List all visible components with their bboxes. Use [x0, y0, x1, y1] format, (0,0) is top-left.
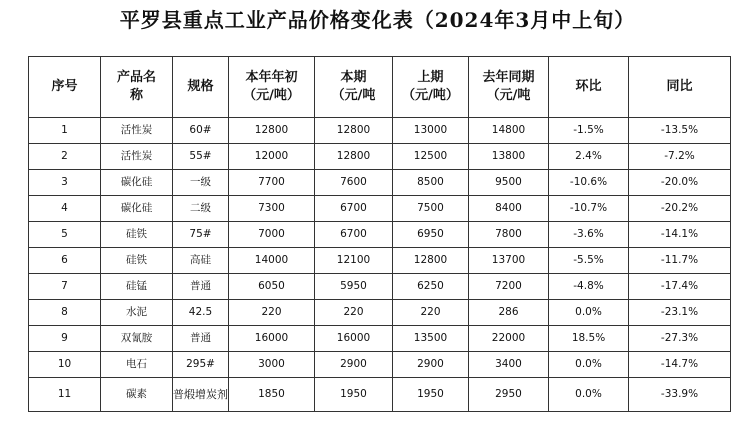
cell-month-over-month: -10.7%	[549, 196, 629, 222]
cell-product-name: 活性炭	[101, 144, 173, 170]
cell-product-name: 碳化硅	[101, 170, 173, 196]
cell-year-over-year: -20.0%	[629, 170, 731, 196]
cell-previous-period: 220	[393, 300, 469, 326]
cell-spec	[173, 378, 229, 412]
cell-previous-period: 7500	[393, 196, 469, 222]
table-row	[29, 378, 731, 412]
cell-month-over-month: -5.5%	[549, 248, 629, 274]
cell-spec: 普通	[173, 326, 229, 352]
header-line: 本年年初	[245, 70, 298, 85]
cell-previous-period: 12800	[393, 248, 469, 274]
cell-month-over-month: -10.6%	[549, 170, 629, 196]
table-row	[29, 144, 731, 170]
cell-previous-period: 13500	[393, 326, 469, 352]
cell-current-period: 2900	[315, 352, 393, 378]
cell-start-of-year: 1850	[229, 378, 315, 412]
cell-spec: 60#	[173, 118, 229, 144]
cell-previous-period: 13000	[393, 118, 469, 144]
cell-year-over-year: -7.2%	[629, 144, 731, 170]
cell-start-of-year: 12000	[229, 144, 315, 170]
header-same-period-last-year	[469, 57, 549, 118]
cell-same-period-last-year: 13700	[469, 248, 549, 274]
cell-start-of-year: 220	[229, 300, 315, 326]
cell-index: 8	[29, 300, 101, 326]
cell-product-name: 硅铁	[101, 248, 173, 274]
cell-same-period-last-year: 7800	[469, 222, 549, 248]
table-row	[29, 196, 731, 222]
header-line: 上期	[417, 70, 444, 85]
cell-spec: 高硅	[173, 248, 229, 274]
header-start-of-year	[229, 57, 315, 118]
header-previous-period	[393, 57, 469, 118]
header-line: （元/吨）	[243, 88, 300, 103]
cell-product-name: 碳化硅	[101, 196, 173, 222]
cell-start-of-year: 7300	[229, 196, 315, 222]
table-body	[29, 118, 731, 412]
table-row	[29, 170, 731, 196]
header-line: （元/吨	[331, 88, 376, 103]
cell-month-over-month: 18.5%	[549, 326, 629, 352]
cell-current-period: 12800	[315, 144, 393, 170]
cell-spec: 一级	[173, 170, 229, 196]
cell-start-of-year: 3000	[229, 352, 315, 378]
price-table	[28, 56, 731, 412]
cell-current-period: 5950	[315, 274, 393, 300]
header-month-over-month	[549, 57, 629, 118]
cell-same-period-last-year: 9500	[469, 170, 549, 196]
cell-previous-period: 6250	[393, 274, 469, 300]
cell-start-of-year: 12800	[229, 118, 315, 144]
cell-previous-period: 1950	[393, 378, 469, 412]
table-row	[29, 248, 731, 274]
cell-current-period: 12100	[315, 248, 393, 274]
cell-start-of-year: 14000	[229, 248, 315, 274]
cell-product-name: 电石	[101, 352, 173, 378]
cell-product-name: 水泥	[101, 300, 173, 326]
cell-start-of-year: 7000	[229, 222, 315, 248]
cell-year-over-year: -11.7%	[629, 248, 731, 274]
cell-index: 6	[29, 248, 101, 274]
cell-index: 3	[29, 170, 101, 196]
cell-spec: 42.5	[173, 300, 229, 326]
cell-index: 11	[29, 378, 101, 412]
cell-same-period-last-year: 22000	[469, 326, 549, 352]
header-line: 称	[129, 88, 143, 103]
table-row	[29, 222, 731, 248]
cell-year-over-year: -14.1%	[629, 222, 731, 248]
cell-current-period: 6700	[315, 196, 393, 222]
cell-index: 1	[29, 118, 101, 144]
cell-spec: 二级	[173, 196, 229, 222]
cell-spec: 普通	[173, 274, 229, 300]
cell-month-over-month: 2.4%	[549, 144, 629, 170]
cell-index: 9	[29, 326, 101, 352]
cell-previous-period: 8500	[393, 170, 469, 196]
cell-year-over-year: -13.5%	[629, 118, 731, 144]
cell-month-over-month: -4.8%	[549, 274, 629, 300]
cell-spec: 295#	[173, 352, 229, 378]
cell-same-period-last-year: 3400	[469, 352, 549, 378]
cell-current-period: 12800	[315, 118, 393, 144]
table-row	[29, 274, 731, 300]
cell-same-period-last-year: 7200	[469, 274, 549, 300]
cell-month-over-month: 0.0%	[549, 300, 629, 326]
cell-same-period-last-year: 2950	[469, 378, 549, 412]
cell-index: 10	[29, 352, 101, 378]
cell-spec-text: 普煅增炭剂	[173, 387, 228, 401]
cell-product-name: 硅铁	[101, 222, 173, 248]
header-index	[29, 57, 101, 118]
header-line: 产品名	[116, 70, 156, 85]
header-line: （元/吨	[486, 88, 531, 103]
header-product-name	[101, 57, 173, 118]
cell-previous-period: 12500	[393, 144, 469, 170]
cell-product-name: 硅锰	[101, 274, 173, 300]
cell-current-period: 220	[315, 300, 393, 326]
cell-previous-period: 2900	[393, 352, 469, 378]
table-row	[29, 326, 731, 352]
cell-spec: 75#	[173, 222, 229, 248]
cell-year-over-year: -33.9%	[629, 378, 731, 412]
cell-previous-period: 6950	[393, 222, 469, 248]
cell-spec: 55#	[173, 144, 229, 170]
cell-product-name: 双氰胺	[101, 326, 173, 352]
header-line: 规格	[187, 79, 214, 94]
cell-same-period-last-year: 8400	[469, 196, 549, 222]
cell-current-period: 6700	[315, 222, 393, 248]
cell-year-over-year: -27.3%	[629, 326, 731, 352]
cell-same-period-last-year: 13800	[469, 144, 549, 170]
header-current-period	[315, 57, 393, 118]
cell-month-over-month: -1.5%	[549, 118, 629, 144]
cell-same-period-last-year: 286	[469, 300, 549, 326]
header-line: 环比	[575, 79, 602, 94]
header-line: 序号	[51, 79, 78, 94]
cell-index: 7	[29, 274, 101, 300]
cell-month-over-month: -3.6%	[549, 222, 629, 248]
table-header-row	[29, 57, 731, 118]
cell-month-over-month: 0.0%	[549, 352, 629, 378]
header-spec	[173, 57, 229, 118]
table-row	[29, 118, 731, 144]
header-line: （元/吨）	[402, 88, 459, 103]
header-line: 同比	[666, 79, 693, 94]
cell-same-period-last-year: 14800	[469, 118, 549, 144]
cell-year-over-year: -20.2%	[629, 196, 731, 222]
cell-index: 4	[29, 196, 101, 222]
cell-month-over-month: 0.0%	[549, 378, 629, 412]
page-title: 平罗县重点工业产品价格变化表（2024年3月中上旬）	[119, 8, 636, 32]
cell-current-period: 1950	[315, 378, 393, 412]
cell-product-name: 碳素	[101, 378, 173, 412]
cell-current-period: 16000	[315, 326, 393, 352]
cell-year-over-year: -14.7%	[629, 352, 731, 378]
table-row	[29, 300, 731, 326]
cell-current-period: 7600	[315, 170, 393, 196]
cell-index: 2	[29, 144, 101, 170]
cell-start-of-year: 6050	[229, 274, 315, 300]
cell-year-over-year: -17.4%	[629, 274, 731, 300]
cell-index: 5	[29, 222, 101, 248]
table-row	[29, 352, 731, 378]
header-line: 去年同期	[482, 70, 535, 85]
cell-year-over-year: -23.1%	[629, 300, 731, 326]
header-year-over-year	[629, 57, 731, 118]
cell-start-of-year: 7700	[229, 170, 315, 196]
cell-product-name: 活性炭	[101, 118, 173, 144]
header-line: 本期	[340, 70, 367, 85]
cell-start-of-year: 16000	[229, 326, 315, 352]
